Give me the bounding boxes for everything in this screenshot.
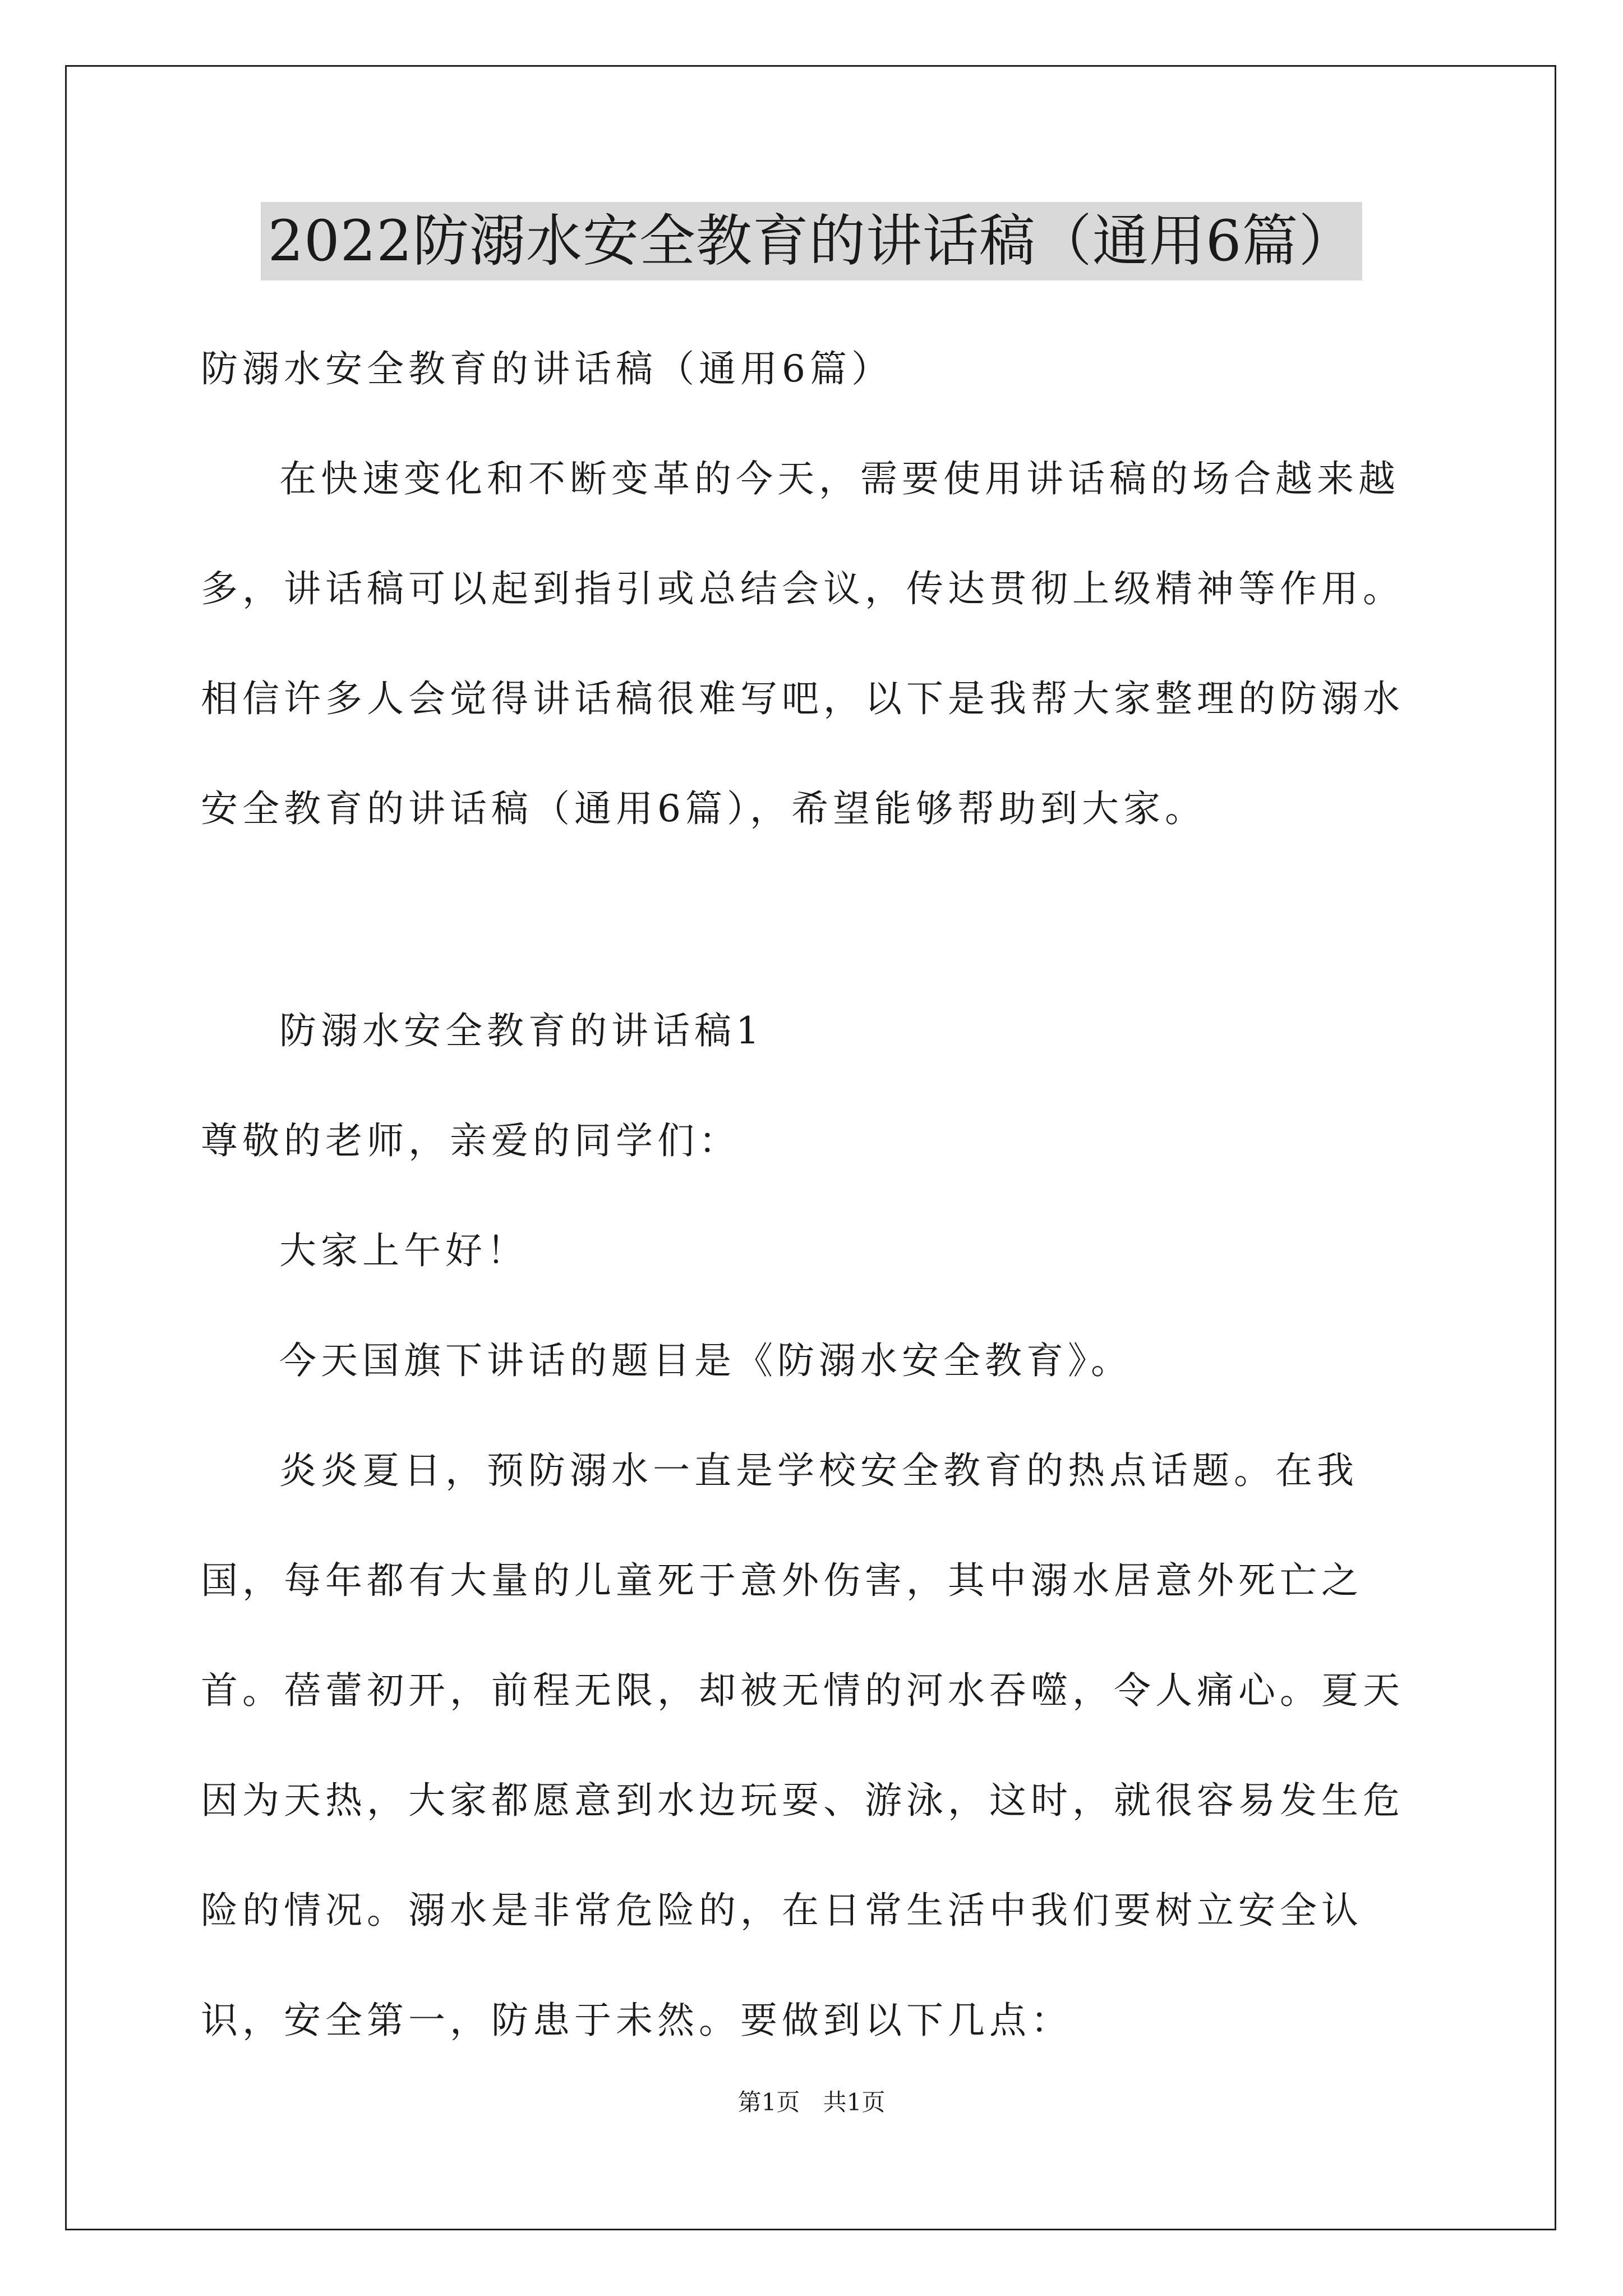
topic-paragraph: 今天国旗下讲话的题目是《防溺水安全教育》。 [279, 1339, 1132, 1382]
subtitle: 防溺水安全教育的讲话稿（通用6篇） [201, 347, 893, 390]
document-body [201, 314, 1423, 864]
intro-paragraph: 在快速变化和不断变革的今天，需要使用讲话稿的场合越来越多，讲话稿可以起到指引或总结会议，传达贯彻上级精神等作用。相信许多人会觉得讲话稿很难写吧，以下是我帮大家整理的防溺水安全教育的讲话稿（通用6篇），希望能够帮助到大家。 [201, 457, 1404, 830]
page-number: 第1页 [737, 2088, 800, 2116]
salutation: 尊敬的老师，亲爱的同学们： [201, 1119, 740, 1162]
greeting: 大家上午好！ [279, 1229, 528, 1272]
title-container [0, 202, 1623, 280]
section-1 [201, 976, 1423, 2076]
document-title: 2022防溺水安全教育的讲话稿（通用6篇） [261, 202, 1362, 280]
section-heading: 防溺水安全教育的讲话稿1 [279, 1009, 764, 1052]
body-paragraph: 炎炎夏日，预防溺水一直是学校安全教育的热点话题。在我国，每年都有大量的儿童死于意外伤害，其中溺水居意外死亡之首。蓓蕾初开，前程无限，却被无情的河水吞噬，令人痛心。夏天因为天热，大家都愿意到水边玩耍、游泳，这时，就很容易发生危险的情况。溺水是非常危险的，在日常生活中我们要树立安全认识，安全第一，防患于未然。要做到以下几点： [201, 1449, 1404, 2042]
page-footer [0, 2086, 1623, 2119]
page-total: 共1页 [823, 2088, 886, 2116]
